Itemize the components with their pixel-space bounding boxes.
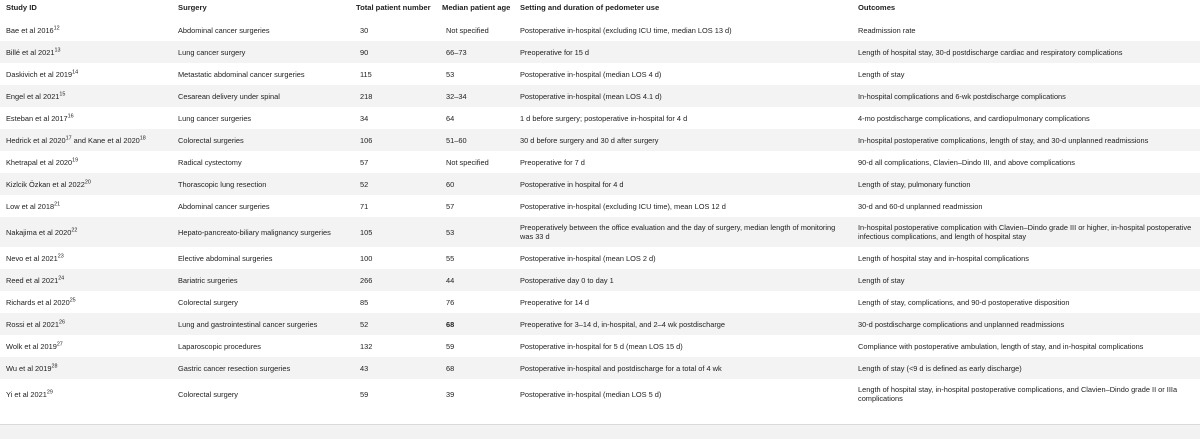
cell-setting-duration: 30 d before surgery and 30 d after surgery (520, 135, 659, 145)
study-name-secondary: and Kane et al 2020 (71, 135, 140, 145)
study-reference: 22 (71, 227, 78, 234)
table-header-row (0, 0, 1200, 19)
table-body (0, 19, 1200, 409)
cell-surgery: Cesarean delivery under spinal (178, 91, 280, 101)
study-reference: 25 (69, 297, 76, 304)
study-name: Engel et al 2021 (6, 91, 60, 101)
table-row (0, 63, 1200, 85)
cell-median-patient-age: 59 (446, 341, 455, 351)
cell-surgery: Lung cancer surgeries (178, 113, 252, 123)
cell-median-patient-age: Not specified (446, 157, 489, 167)
cell-total-patient-number: 43 (360, 363, 369, 373)
cell-setting-duration: 1 d before surgery; postoperative in-hospital for 4 d (520, 113, 688, 123)
study-reference: 21 (54, 201, 61, 208)
study-reference: 17 (65, 135, 72, 142)
cell-surgery: Lung cancer surgery (178, 47, 246, 57)
study-reference: 19 (72, 157, 79, 164)
study-name: Bae et al 2016 (6, 25, 54, 35)
table-row (0, 357, 1200, 379)
cell-study-id (0, 379, 174, 409)
cell-median-patient-age: 57 (446, 201, 455, 211)
table-row (0, 247, 1200, 269)
header-outcomes: Outcomes (858, 3, 896, 12)
cell-study-id (0, 195, 174, 217)
study-name: Wolk et al 2019 (6, 341, 57, 351)
cell-setting-duration: Preoperatively between the office evaluation and the day of surgery, median length of monitoring was 33 d (520, 223, 836, 241)
cell-total-patient-number: 52 (360, 319, 369, 329)
cell-study-id (0, 63, 174, 85)
cell-study-id (0, 291, 174, 313)
cell-study-id (0, 247, 174, 269)
header-total-patient-number: Total patient number (356, 3, 431, 12)
cell-surgery: Hepato-pancreato-biliary malignancy surgeries (178, 227, 331, 237)
study-reference: 28 (51, 363, 58, 370)
study-name: Reed et al 2021 (6, 275, 59, 285)
table-row (0, 85, 1200, 107)
study-reference: 23 (57, 253, 64, 260)
cell-setting-duration: Preoperative for 14 d (520, 297, 590, 307)
study-reference: 15 (59, 91, 66, 98)
table-row (0, 313, 1200, 335)
cell-setting-duration: Postoperative in-hospital (median LOS 4 d) (520, 69, 662, 79)
cell-surgery: Gastric cancer resection surgeries (178, 363, 291, 373)
cell-total-patient-number: 71 (360, 201, 369, 211)
cell-study-id (0, 151, 174, 173)
cell-surgery: Colorectal surgery (178, 389, 238, 399)
cell-outcomes: Readmission rate (858, 25, 916, 35)
cell-setting-duration: Postoperative in-hospital (excluding ICU time), mean LOS 12 d (520, 201, 726, 211)
cell-study-id (0, 269, 174, 291)
cell-total-patient-number: 59 (360, 389, 369, 399)
study-name: Daskivich et al 2019 (6, 69, 73, 79)
cell-outcomes: In-hospital complications and 6-wk postdischarge complications (858, 91, 1066, 101)
cell-median-patient-age: 66–73 (446, 47, 467, 57)
study-name: Billé et al 2021 (6, 47, 55, 57)
study-name: Khetrapal et al 2020 (6, 157, 73, 167)
cell-total-patient-number: 85 (360, 297, 369, 307)
study-reference-secondary: 18 (139, 135, 146, 142)
cell-median-patient-age: 76 (446, 297, 455, 307)
cell-outcomes: Length of hospital stay, 30-d postdischarge cardiac and respiratory complications (858, 47, 1123, 57)
cell-outcomes: Length of hospital stay, in-hospital postoperative complications, and Clavien–Dindo grade II or IIIa complications (858, 385, 1178, 403)
cell-outcomes: Length of stay, complications, and 90-d postoperative disposition (858, 297, 1070, 307)
cell-median-patient-age: 51–60 (446, 135, 467, 145)
cell-study-id (0, 313, 174, 335)
cell-total-patient-number: 30 (360, 25, 369, 35)
study-name: Hedrick et al 2020 (6, 135, 66, 145)
cell-total-patient-number: 90 (360, 47, 369, 57)
cell-median-patient-age: 53 (446, 69, 455, 79)
cell-total-patient-number: 266 (360, 275, 373, 285)
table-row (0, 41, 1200, 63)
cell-setting-duration: Postoperative in-hospital (mean LOS 4.1 d) (520, 91, 662, 101)
table-row (0, 107, 1200, 129)
study-name: Nevo et al 2021 (6, 253, 58, 263)
cell-setting-duration: Postoperative in-hospital (excluding ICU time, median LOS 13 d) (520, 25, 732, 35)
cell-study-id (0, 335, 174, 357)
cell-outcomes: Compliance with postoperative ambulation, length of stay, and in-hospital complications (858, 341, 1144, 351)
cell-study-id (0, 19, 174, 41)
cell-setting-duration: Postoperative in-hospital (mean LOS 2 d) (520, 253, 656, 263)
cell-median-patient-age: 55 (446, 253, 455, 263)
cell-setting-duration: Postoperative in-hospital for 5 d (mean LOS 15 d) (520, 341, 683, 351)
study-reference: 24 (58, 275, 65, 282)
cell-total-patient-number: 115 (360, 69, 372, 79)
cell-study-id (0, 217, 174, 247)
cell-total-patient-number: 106 (360, 135, 373, 145)
header-median-patient-age: Median patient age (442, 3, 511, 12)
study-reference: 12 (53, 25, 60, 32)
cell-outcomes: In-hospital postoperative complications, length of stay, and 30-d unplanned readmissions (858, 135, 1149, 145)
cell-surgery: Abdominal cancer surgeries (178, 25, 270, 35)
cell-surgery: Lung and gastrointestinal cancer surgeries (178, 319, 318, 329)
table-row (0, 151, 1200, 173)
cell-median-patient-age: 32–34 (446, 91, 467, 101)
study-name: Nakajima et al 2020 (6, 227, 72, 237)
cell-outcomes: Length of hospital stay and in-hospital complications (858, 253, 1029, 263)
header-setting-duration: Setting and duration of pedometer use (520, 3, 660, 12)
cell-surgery: Radical cystectomy (178, 157, 242, 167)
study-reference: 20 (84, 179, 91, 186)
cell-setting-duration: Postoperative in hospital for 4 d (520, 179, 624, 189)
cell-median-patient-age: 64 (446, 113, 455, 123)
cell-median-patient-age: Not specified (446, 25, 489, 35)
study-reference: 13 (54, 47, 61, 54)
study-name: Kizlcik Özkan et al 2022 (6, 179, 85, 189)
table-row (0, 19, 1200, 41)
table-row (0, 379, 1200, 409)
study-reference: 26 (59, 319, 65, 326)
study-name: Yi et al 2021 (6, 389, 47, 399)
table-row (0, 217, 1200, 247)
cell-total-patient-number: 34 (360, 113, 369, 123)
bold-value: 68 (446, 319, 455, 329)
cell-outcomes: In-hospital postoperative complication with Clavien–Dindo grade III or higher, in-hospital postoperative infectious complications, and length of hospital stay (858, 223, 1192, 241)
cell-surgery: Elective abdominal surgeries (178, 253, 273, 263)
cell-outcomes: 90-d all complications, Clavien–Dindo III, and above complications (858, 157, 1075, 167)
table-row (0, 269, 1200, 291)
cell-total-patient-number: 52 (360, 179, 369, 189)
cell-study-id (0, 357, 174, 379)
cell-median-patient-age: 44 (446, 275, 455, 285)
table-row (0, 291, 1200, 313)
cell-outcomes: Length of stay (<9 d is defined as early discharge) (858, 363, 1022, 373)
table-row (0, 195, 1200, 217)
study-reference: 27 (56, 341, 63, 348)
cell-surgery: Metastatic abdominal cancer surgeries (178, 69, 305, 79)
cell-setting-duration: Postoperative day 0 to day 1 (520, 275, 614, 285)
cell-study-id (0, 173, 174, 195)
cell-median-patient-age (438, 313, 516, 335)
cell-surgery: Abdominal cancer surgeries (178, 201, 270, 211)
cell-surgery: Colorectal surgery (178, 297, 238, 307)
cell-surgery: Laparoscopic procedures (178, 341, 261, 351)
cell-outcomes: Length of stay (858, 69, 905, 79)
cell-total-patient-number: 218 (360, 91, 373, 101)
table-row (0, 173, 1200, 195)
table-row (0, 335, 1200, 357)
study-reference: 14 (72, 69, 79, 76)
cell-setting-duration: Postoperative in-hospital (median LOS 5 d) (520, 389, 662, 399)
study-name: Richards et al 2020 (6, 297, 70, 307)
cell-setting-duration: Postoperative in-hospital and postdischarge for a total of 4 wk (520, 363, 722, 373)
header-surgery: Surgery (178, 3, 207, 12)
cell-outcomes: 4-mo postdischarge complications, and cardiopulmonary complications (858, 113, 1090, 123)
cell-outcomes: 30-d and 60-d unplanned readmission (858, 201, 983, 211)
cell-surgery: Bariatric surgeries (178, 275, 238, 285)
cell-total-patient-number: 105 (360, 227, 373, 237)
cell-median-patient-age: 39 (446, 389, 455, 399)
study-name: Rossi et al 2021 (6, 319, 59, 329)
cell-total-patient-number: 57 (360, 157, 369, 167)
cell-median-patient-age: 53 (446, 227, 455, 237)
cell-study-id (0, 85, 174, 107)
cell-outcomes: Length of stay, pulmonary function (858, 179, 971, 189)
cell-setting-duration: Preoperative for 15 d (520, 47, 590, 57)
cell-study-id (0, 107, 174, 129)
cell-setting-duration: Preoperative for 3–14 d, in-hospital, and 2–4 wk postdischarge (520, 319, 726, 329)
table-row (0, 129, 1200, 151)
cell-median-patient-age: 60 (446, 179, 455, 189)
header-study-id: Study ID (6, 3, 37, 12)
cell-surgery: Colorectal surgeries (178, 135, 244, 145)
study-reference: 16 (67, 113, 74, 120)
cell-outcomes: 30-d postdischarge complications and unplanned readmissions (858, 319, 1065, 329)
study-name: Esteban et al 2017 (6, 113, 68, 123)
cell-study-id (0, 129, 174, 151)
study-name: Low et al 2018 (6, 201, 55, 211)
cell-total-patient-number: 100 (360, 253, 373, 263)
cell-surgery: Thorascopic lung resection (178, 179, 267, 189)
cell-setting-duration: Preoperative for 7 d (520, 157, 585, 167)
cell-study-id (0, 41, 174, 63)
study-name: Wu et al 2019 (6, 363, 52, 373)
cell-outcomes: Length of stay (858, 275, 905, 285)
cell-total-patient-number: 132 (360, 341, 373, 351)
cell-median-patient-age: 68 (446, 363, 455, 373)
study-reference: 29 (46, 389, 53, 396)
